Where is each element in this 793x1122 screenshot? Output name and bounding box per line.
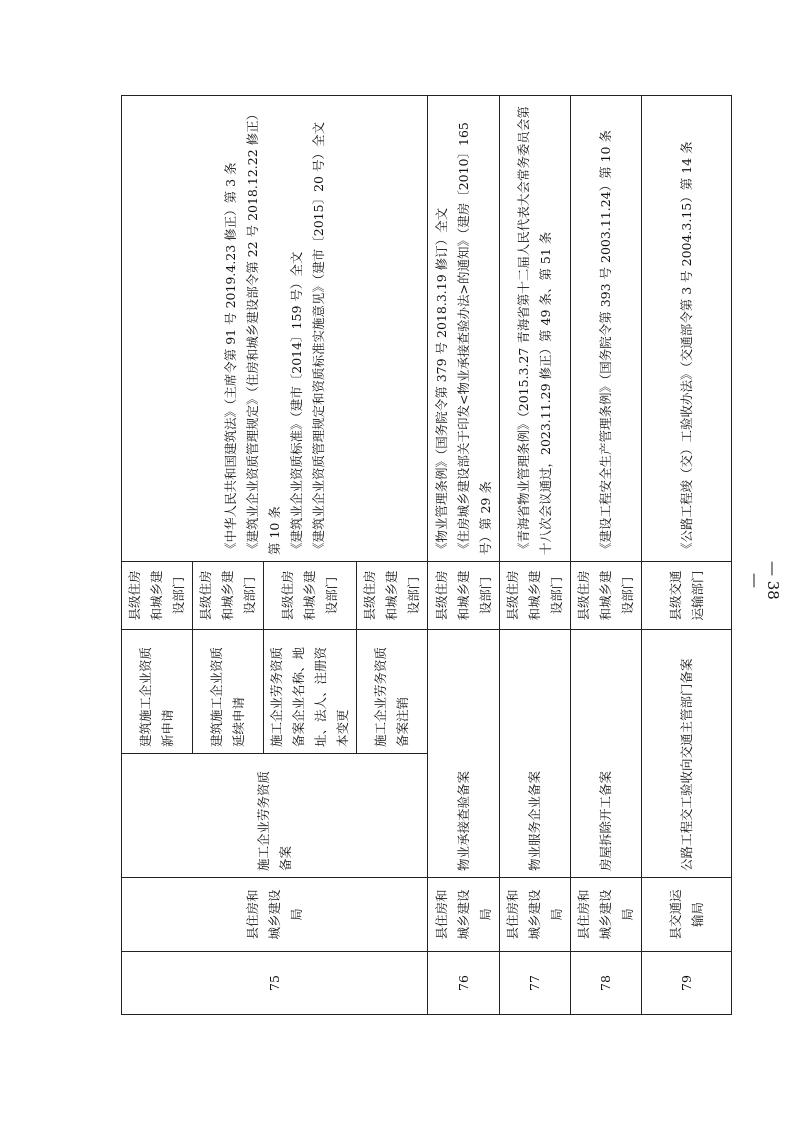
row-number: 76 bbox=[428, 952, 500, 1015]
implementing-dept: 县级交通运输部门 bbox=[642, 562, 732, 630]
row-number: 78 bbox=[571, 952, 642, 1015]
basis-line: 《建筑业企业资质管理规定和资质标准实施意见》（建市〔2015〕20 号）全文 bbox=[310, 122, 326, 555]
basis-line: 《公路工程竣（交）工验收办法》（交通部令第 3 号 2004.3.15）第 14 条 bbox=[678, 141, 694, 555]
sub-item: 施工企业劳务资质备案注销 bbox=[357, 630, 428, 754]
responsible-org: 县住房和城乡建设局 bbox=[428, 878, 500, 952]
table-landscape bbox=[121, 96, 705, 1015]
responsible-org: 县住房和城乡建设局 bbox=[571, 878, 642, 952]
basis-line: 《建筑业企业资质标准》（建市〔2014〕159 号）全文 bbox=[288, 251, 304, 555]
legal-basis bbox=[122, 96, 428, 562]
filing-item: 物业服务企业备案 bbox=[500, 630, 571, 878]
basis-line: 《物业管理条例》（国务院令第 379 号 2018.3.19 修订）全文 bbox=[433, 207, 449, 555]
basis-line: 《青海省物业管理条例》（2015.3.27 青海省第十二届人民代表大会常务委员会第十八次会议通过，2023.11.29 修正）第 49 条、第 51 条 bbox=[516, 106, 553, 555]
implementing-dept: 县级住房和城乡建设部门 bbox=[571, 562, 642, 630]
rotated-table-frame bbox=[121, 96, 705, 1015]
implementing-dept: 县级住房和城乡建设部门 bbox=[428, 562, 500, 630]
legal-basis bbox=[642, 96, 732, 562]
legal-basis bbox=[428, 96, 500, 562]
table-row bbox=[500, 96, 571, 1015]
implementing-dept: 县级住房和城乡建设部门 bbox=[193, 562, 264, 630]
sub-item: 建筑施工企业资质延续申请 bbox=[193, 630, 264, 754]
page-number-text: — 38 — bbox=[746, 560, 782, 600]
legal-basis bbox=[571, 96, 642, 562]
responsible-org: 县交通运输局 bbox=[642, 878, 732, 952]
filing-item: 房屋拆除开工备案 bbox=[571, 630, 642, 878]
implementing-dept: 县级住房和城乡建设部门 bbox=[264, 562, 357, 630]
table-row bbox=[642, 96, 732, 1015]
implementing-dept: 县级住房和城乡建设部门 bbox=[357, 562, 428, 630]
basis-line: 《中华人民共和国建筑法》（主席令第 91 号 2019.4.23 修正）第 3 条 bbox=[222, 162, 238, 555]
filing-item: 施工企业劳务资质备案 bbox=[122, 754, 428, 878]
sub-item: 施工企业劳务资质备案企业名称、地址、法人、注册资本变更 bbox=[264, 630, 357, 754]
legal-basis bbox=[500, 96, 571, 562]
responsible-org: 县住房和城乡建设局 bbox=[500, 878, 571, 952]
sub-item: 建筑施工企业资质新申请 bbox=[122, 630, 193, 754]
row-number: 79 bbox=[642, 952, 732, 1015]
implementing-dept: 县级住房和城乡建设部门 bbox=[500, 562, 571, 630]
filing-items-table bbox=[121, 95, 732, 1015]
table-row bbox=[428, 96, 500, 1015]
implementing-dept: 县级住房和城乡建设部门 bbox=[122, 562, 193, 630]
filing-item: 物业承接查验备案 bbox=[428, 630, 500, 878]
basis-line: 《建筑业企业资质管理规定》（住房和城乡建设部令第 22 号 2018.12.22 修正）第 10 条 bbox=[244, 107, 282, 555]
page-number bbox=[746, 560, 782, 600]
row-number: 75 bbox=[122, 952, 428, 1015]
filing-item: 公路工程交工验收向交通主管部门备案 bbox=[642, 630, 732, 878]
table-row bbox=[122, 96, 193, 1015]
basis-line: 《建设工程安全生产管理条例》（国务院令第 393 号 2003.11.24）第 10 条 bbox=[598, 130, 613, 555]
responsible-org: 县住房和城乡建设局 bbox=[122, 878, 428, 952]
basis-line: 《住房城乡建设部关于印发<物业承接查验办法>的通知》（建房〔2010〕165 号）第 29 条 bbox=[455, 122, 493, 555]
table-row bbox=[571, 96, 642, 1015]
row-number: 77 bbox=[500, 952, 571, 1015]
